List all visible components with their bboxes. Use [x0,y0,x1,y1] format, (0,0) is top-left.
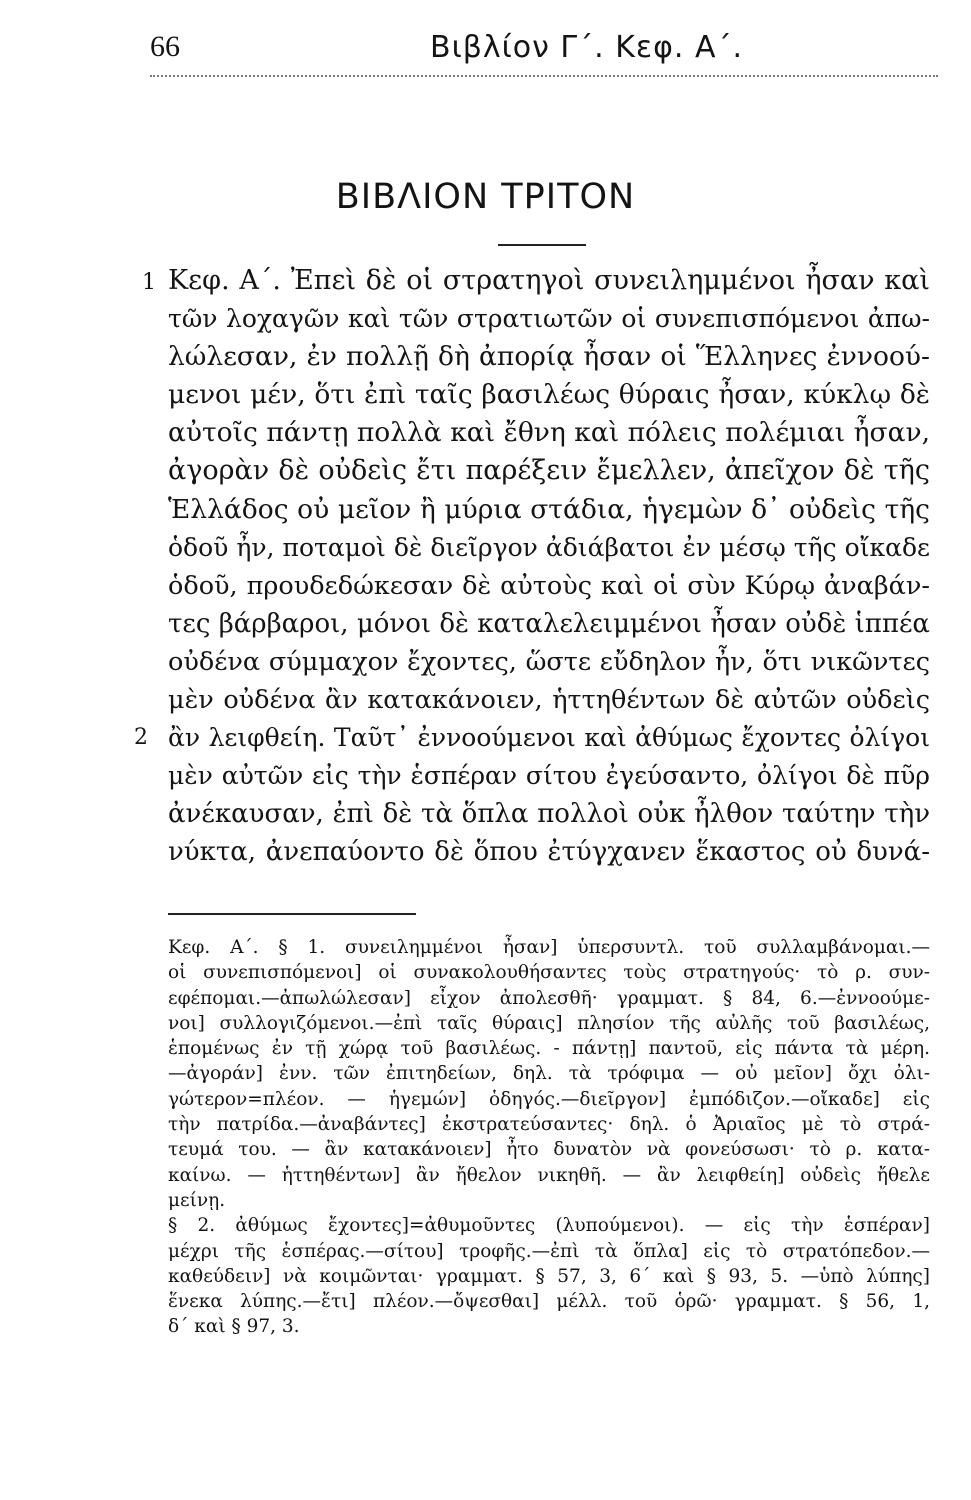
running-title: Βιβλίον Γ΄. Κεφ. Α΄. [430,30,744,65]
text-line: οὐδένα σύμμαχον ἔχοντες, ὥστε εὔδηλον ἦν, ὅτι νικῶντες [168,646,930,677]
note-line: τευμά του. — ἂν κατακάνοιεν] ἦτο δυνατὸν νὰ φονεύσωσι· τὸ ρ. κατα- [168,1139,930,1161]
note-line: τὴν πατρίδα.—ἀναβάντες] ἐκστρατεύσαντες· δηλ. ὁ Ἀριαῖος μὲ τὸ στρά- [168,1114,930,1136]
text-line: λώλεσαν, ἐν πολλῇ δὴ ἀπορίᾳ ἦσαν οἱ Ἕλληνες ἐννοού- [168,341,930,373]
text-line: ὁδοῦ ἦν, ποταμοὶ δὲ διεῖργον ἀδιάβατοι ἐν μέσῳ τῆς οἴκαδε [168,532,930,562]
note-line: μέχρι τῆς ἑσπέρας.—σίτου] τροφῆς.—ἐπὶ τὰ ὅπλα] εἰς τὸ στρατόπεδον.— [168,1240,930,1262]
note-line: οἱ συνεπισπόμενοι] οἱ συνακολουθήσαντες τοὺς στρατηγούς· τὸ ρ. συν- [168,962,930,984]
margin-section-number: 1 [142,270,156,295]
text-line: ἀνέκαυσαν, ἐπὶ δὲ τὰ ὅπλα πολλοὶ οὐκ ἦλθον ταύτην τὴν [168,799,930,830]
header-divider [150,75,938,77]
book-title: ΒΙΒΛΙΟΝ ΤΡΙΤΟΝ [335,177,636,217]
note-line: εφέπομαι.—ἀπωλώλεσαν] εἶχον ἀπολεσθῆ· γραμματ. § 84, 6.—ἐννοούμε- [168,987,930,1009]
text-line: ὁδοῦ, προυδεδώκεσαν δὲ αὐτοὺς καὶ οἱ σὺν Κύρῳ ἀναβάν- [168,570,930,601]
text-line: τῶν λοχαγῶν καὶ τῶν στρατιωτῶν οἱ συνεπισπόμενοι ἀπω- [168,304,930,334]
text-line: μὲν αὐτῶν εἰς τὴν ἑσπέραν σίτου ἐγεύσαντο, ὀλίγοι δὲ πῦρ [168,761,930,791]
note-line: καίνω. — ἡττηθέντων] ἂν ἤθελον νικηθῆ. — ἂν λειφθείη] οὐδεὶς ἤθελε [168,1164,930,1186]
note-line: § 2. ἀθύμως ἔχοντες]=ἀθυμοῦντες (λυπούμενοι). — εἰς τὴν ἑσπέραν] [168,1215,930,1237]
note-line: μείνῃ. [168,1189,226,1211]
title-rule [498,244,586,246]
note-line: καθεύδειν] νὰ κοιμῶνται· γραμματ. § 57, 3, 6΄ καὶ § 93, 5. —ὑπὸ λύπης] [168,1265,930,1287]
text-line: ἂν λειφθείη. Ταῦτ᾽ ἐννοούμενοι καὶ ἀθύμως ἔχοντες ὀλίγοι [168,723,930,753]
text-line: Κεφ. Α΄. Ἐπεὶ δὲ οἱ στρατηγοὶ συνειλημμένοι ἦσαν καὶ [168,265,930,296]
note-line: ἑπομένως ἐν τῇ χώρᾳ τοῦ βασιλέως. - πάντῃ] παντοῦ, εἰς πάντα τὰ μέρη. [168,1038,930,1060]
text-line: μὲν οὐδένα ἂν κατακάνοιεν, ἡττηθέντων δὲ αὐτῶν οὐδεὶς [168,685,930,716]
text-line: νύκτα, ἀνεπαύοντο δὲ ὅπου ἐτύγχανεν ἕκαστος οὐ δυνά- [168,837,930,868]
text-line: αὐτοῖς πάντῃ πολλὰ καὶ ἔθνη καὶ πόλεις πολέμιαι ἦσαν, [168,417,930,449]
page-number: 66 [150,30,180,63]
margin-section-number: 2 [134,725,148,750]
note-line: —ἀγοράν] ἐνν. τῶν ἐπιτηδείων, δηλ. τὰ τρόφιμα — οὐ μεῖον] ὄχι ὀλι- [168,1063,930,1085]
text-line: μενοι μέν, ὅτι ἐπὶ ταῖς βασιλέως θύραις ἦσαν, κύκλῳ δὲ [168,379,930,411]
note-line: ἕνεκα λύπης.—ἔτι] πλέον.—ὄψεσθαι] μέλλ. τοῦ ὁρῶ· γραμματ. § 56, 1, [168,1291,930,1313]
text-line: τες βάρβαροι, μόνοι δὲ καταλελειμμένοι ἦσαν οὐδὲ ἱππέα [168,608,930,639]
note-line: νοι] συλλογιζόμενοι.—ἐπὶ ταῖς θύραις] πλησίον τῆς αὐλῆς τοῦ βασιλέως, [168,1012,930,1034]
text-line: ἀγορὰν δὲ οὐδεὶς ἔτι παρέξειν ἔμελλεν, ἀπεῖχον δὲ τῆς [168,455,930,487]
note-line: γώτερον=πλέον. — ἡγεμών] ὁδηγός.—διεῖργον] ἐμπόδιζον.—οἴκαδε] εἰς [168,1088,930,1110]
footnotes [168,935,930,1340]
running-head [150,30,940,70]
note-line: Κεφ. Α΄. § 1. συνειλημμένοι ἦσαν] ὑπερσυντλ. τοῦ συλλαμβάνομαι.— [168,937,930,958]
note-line: δ΄ καὶ § 97, 3. [168,1316,300,1338]
text-line: Ἑλλάδος οὐ μεῖον ἢ μύρια στάδια, ἡγεμὼν δ᾽ οὐδεὶς τῆς [168,493,930,525]
footnote-divider [168,913,416,915]
main-text [168,262,930,872]
